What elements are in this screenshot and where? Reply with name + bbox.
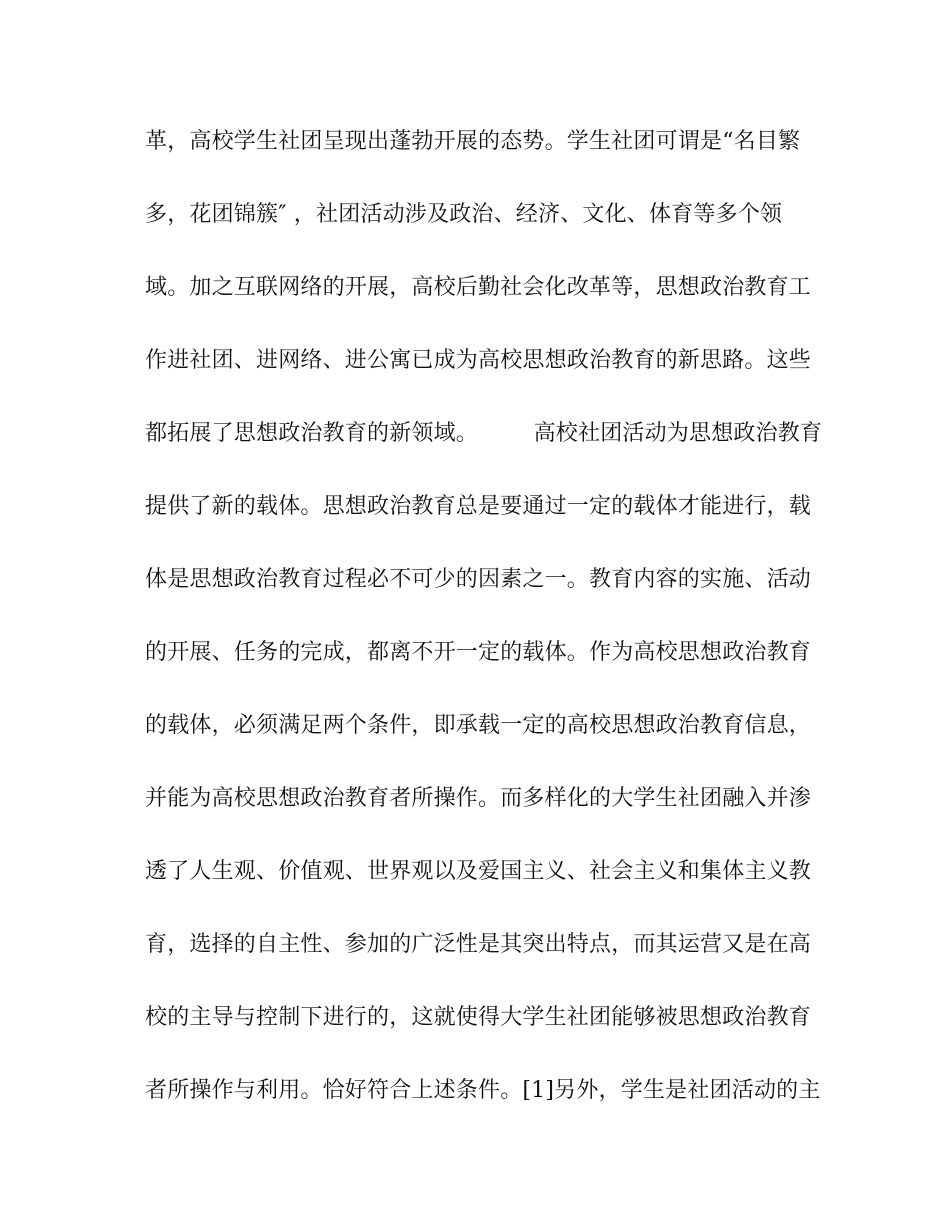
text-line: 的载体，必须满足两个条件，即承载一定的高校思想政治教育信息， — [145, 713, 812, 738]
text-line: 多，花团锦簇″ ，社团活动涉及政治、经济、文化、体育等多个领 — [145, 202, 783, 227]
text-line: 者所操作与利用。恰好符合上述条件。[1]另外，学生是社团活动的主 — [145, 1078, 821, 1103]
text-line: 作进社团、进网络、进公寓已成为高校思想政治教育的新思路。这些 — [145, 348, 812, 373]
text-line: 的开展、任务的完成，都离不开一定的载体。作为高校思想政治教育 — [145, 640, 812, 665]
text-line: 透了人生观、价值观、世界观以及爱国主义、社会主义和集体主义教 — [145, 859, 812, 884]
text-line: 提供了新的载体。思想政治教育总是要通过一定的载体才能进行，载 — [145, 494, 812, 519]
text-line: 体是思想政治教育过程必不可少的因素之一。教育内容的实施、活动 — [145, 567, 812, 592]
text-line: 校的主导与控制下进行的，这就使得大学生社团能够被思想政治教育 — [145, 1005, 812, 1030]
text-line: 都拓展了思想政治教育的新领域。 高校社团活动为思想政治教育 — [145, 421, 823, 446]
text-line: 域。加之互联网络的开展，高校后勤社会化改革等，思想政治教育工 — [145, 275, 812, 300]
text-line: 革，高校学生社团呈现出蓬勃开展的态势。学生社团可谓是“名目繁 — [145, 129, 801, 154]
text-line: 育，选择的自主性、参加的广泛性是其突出特点，而其运营又是在高 — [145, 932, 812, 957]
text-line: 并能为高校思想政治教育者所操作。而多样化的大学生社团融入并渗 — [145, 786, 812, 811]
